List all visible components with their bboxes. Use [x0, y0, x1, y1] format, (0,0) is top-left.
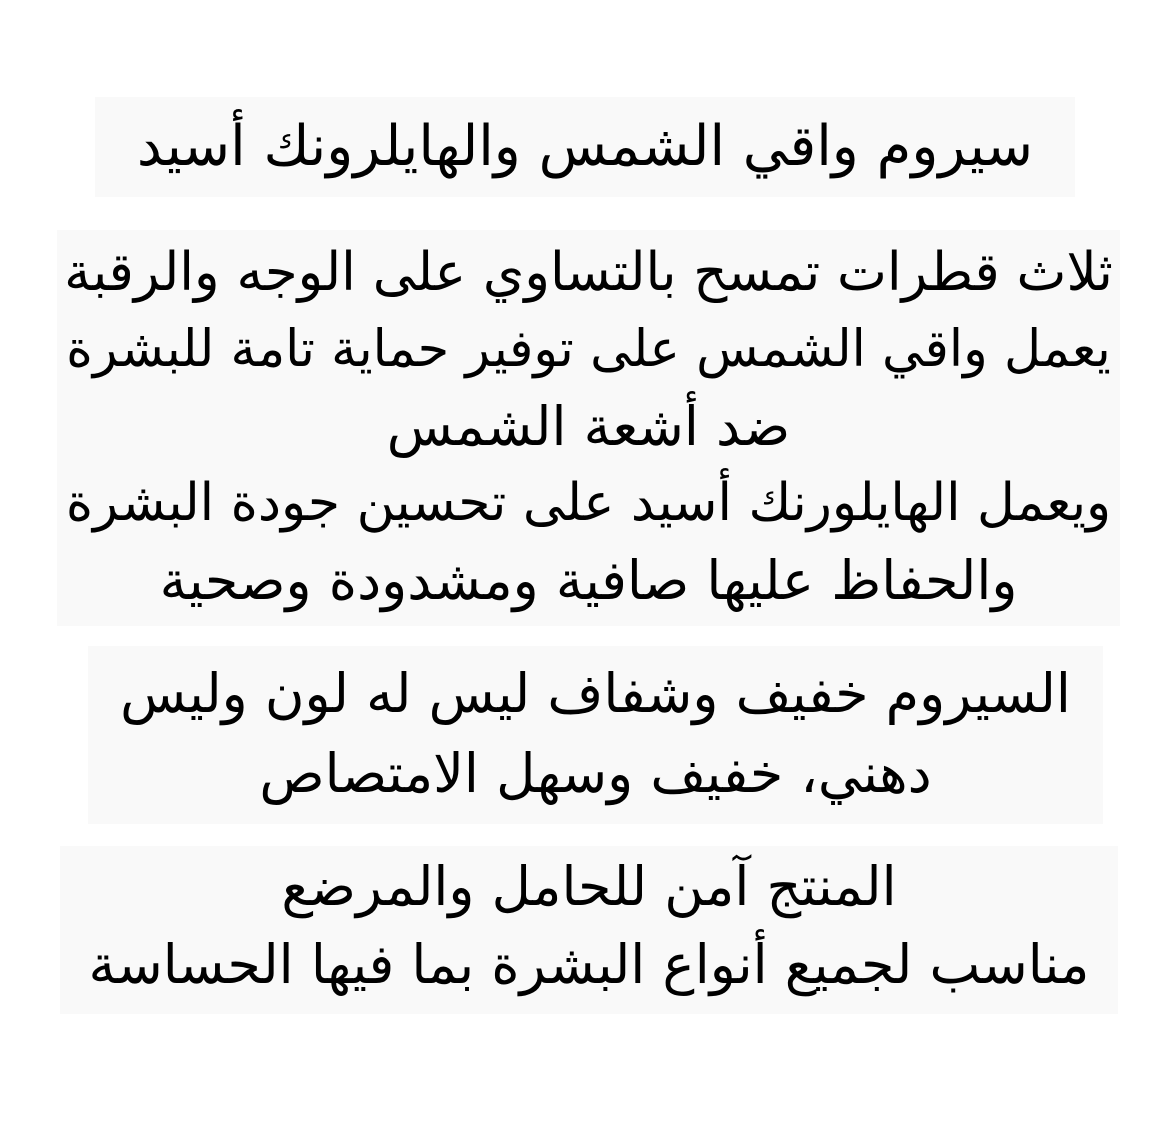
- usage-line-1: ثلاث قطرات تمسح بالتساوي على الوجه والرقبة: [64, 242, 1113, 303]
- safety-line-2: مناسب لجميع أنواع البشرة بما فيها الحساسة: [88, 933, 1090, 996]
- usage-line-3: ضد أشعة الشمس: [386, 395, 791, 458]
- texture-line-2: دهني، خفيف وسهل الامتصاص: [259, 742, 932, 805]
- usage-line-2: يعمل واقي الشمس على توفير حماية تامة للبشرة: [66, 320, 1111, 379]
- safety-line-1: المنتج آمن للحامل والمرضع: [281, 855, 897, 918]
- usage-description-block: [57, 230, 1120, 626]
- safety-description-block: [60, 846, 1118, 1014]
- usage-line-5: والحفاظ عليها صافية ومشدودة وصحية: [159, 549, 1018, 612]
- texture-description-block: [88, 646, 1103, 824]
- title-block: [95, 97, 1075, 197]
- usage-line-4: ويعمل الهايلورنك أسيد على تحسين جودة البشرة: [65, 473, 1112, 533]
- page-title: سيروم واقي الشمس والهايلرونك أسيد: [136, 114, 1034, 179]
- texture-line-1: السيروم خفيف وشفاف ليس له لون وليس: [120, 662, 1071, 725]
